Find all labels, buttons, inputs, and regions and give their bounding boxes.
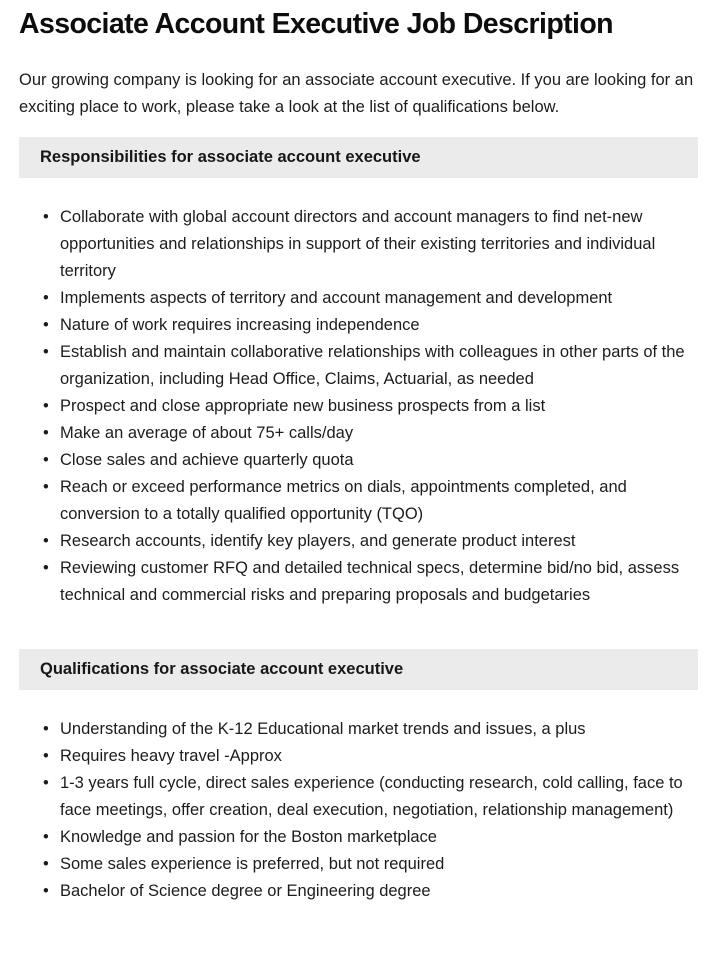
qualifications-section [19,649,698,905]
list-item: • Close sales and achieve quarterly quota [19,447,698,474]
list-item: • Implements aspects of territory and account management and development [19,285,698,312]
list-item: • Make an average of about 75+ calls/day [19,420,698,447]
list-item: • Knowledge and passion for the Boston marketplace [19,824,698,851]
list-item: • Some sales experience is preferred, but not required [19,851,698,878]
qualifications-list [19,716,698,905]
page-title: Associate Account Executive Job Description [19,8,613,40]
responsibilities-section [19,137,698,609]
list-item: • Nature of work requires increasing independence [19,312,698,339]
list-item: • Prospect and close appropriate new business prospects from a list [19,393,698,420]
intro-paragraph: Our growing company is looking for an associate account executive. If you are looking for an exciting place to work, please take a look at the list of qualifications below. [19,71,694,116]
responsibilities-section-header: Responsibilities for associate account executive [19,137,698,178]
list-item: • Reach or exceed performance metrics on dials, appointments completed, and conversion to a totally qualified opportunity (TQO) [19,474,698,528]
list-item: • Understanding of the K-12 Educational market trends and issues, a plus [19,716,698,743]
list-item: • Reviewing customer RFQ and detailed technical specs, determine bid/no bid, assess technical and commercial risks and preparing proposals and budgetaries [19,555,698,609]
list-item: • Research accounts, identify key players, and generate product interest [19,528,698,555]
qualifications-section-header: Qualifications for associate account executive [19,649,698,690]
list-item: • Bachelor of Science degree or Engineering degree [19,878,698,905]
list-item: • Requires heavy travel -Approx [19,743,698,770]
list-item: • Establish and maintain collaborative relationships with colleagues in other parts of the organization, including Head Office, Claims, Actuarial, as needed [19,339,698,393]
list-item: • 1-3 years full cycle, direct sales experience (conducting research, cold calling, face to face meetings, offer creation, deal execution, negotiation, relationship management) [19,770,698,824]
responsibilities-list [19,204,698,609]
list-item: • Collaborate with global account directors and account managers to find net-new opportunities and relationships in support of their existing territories and individual territory [19,204,698,285]
